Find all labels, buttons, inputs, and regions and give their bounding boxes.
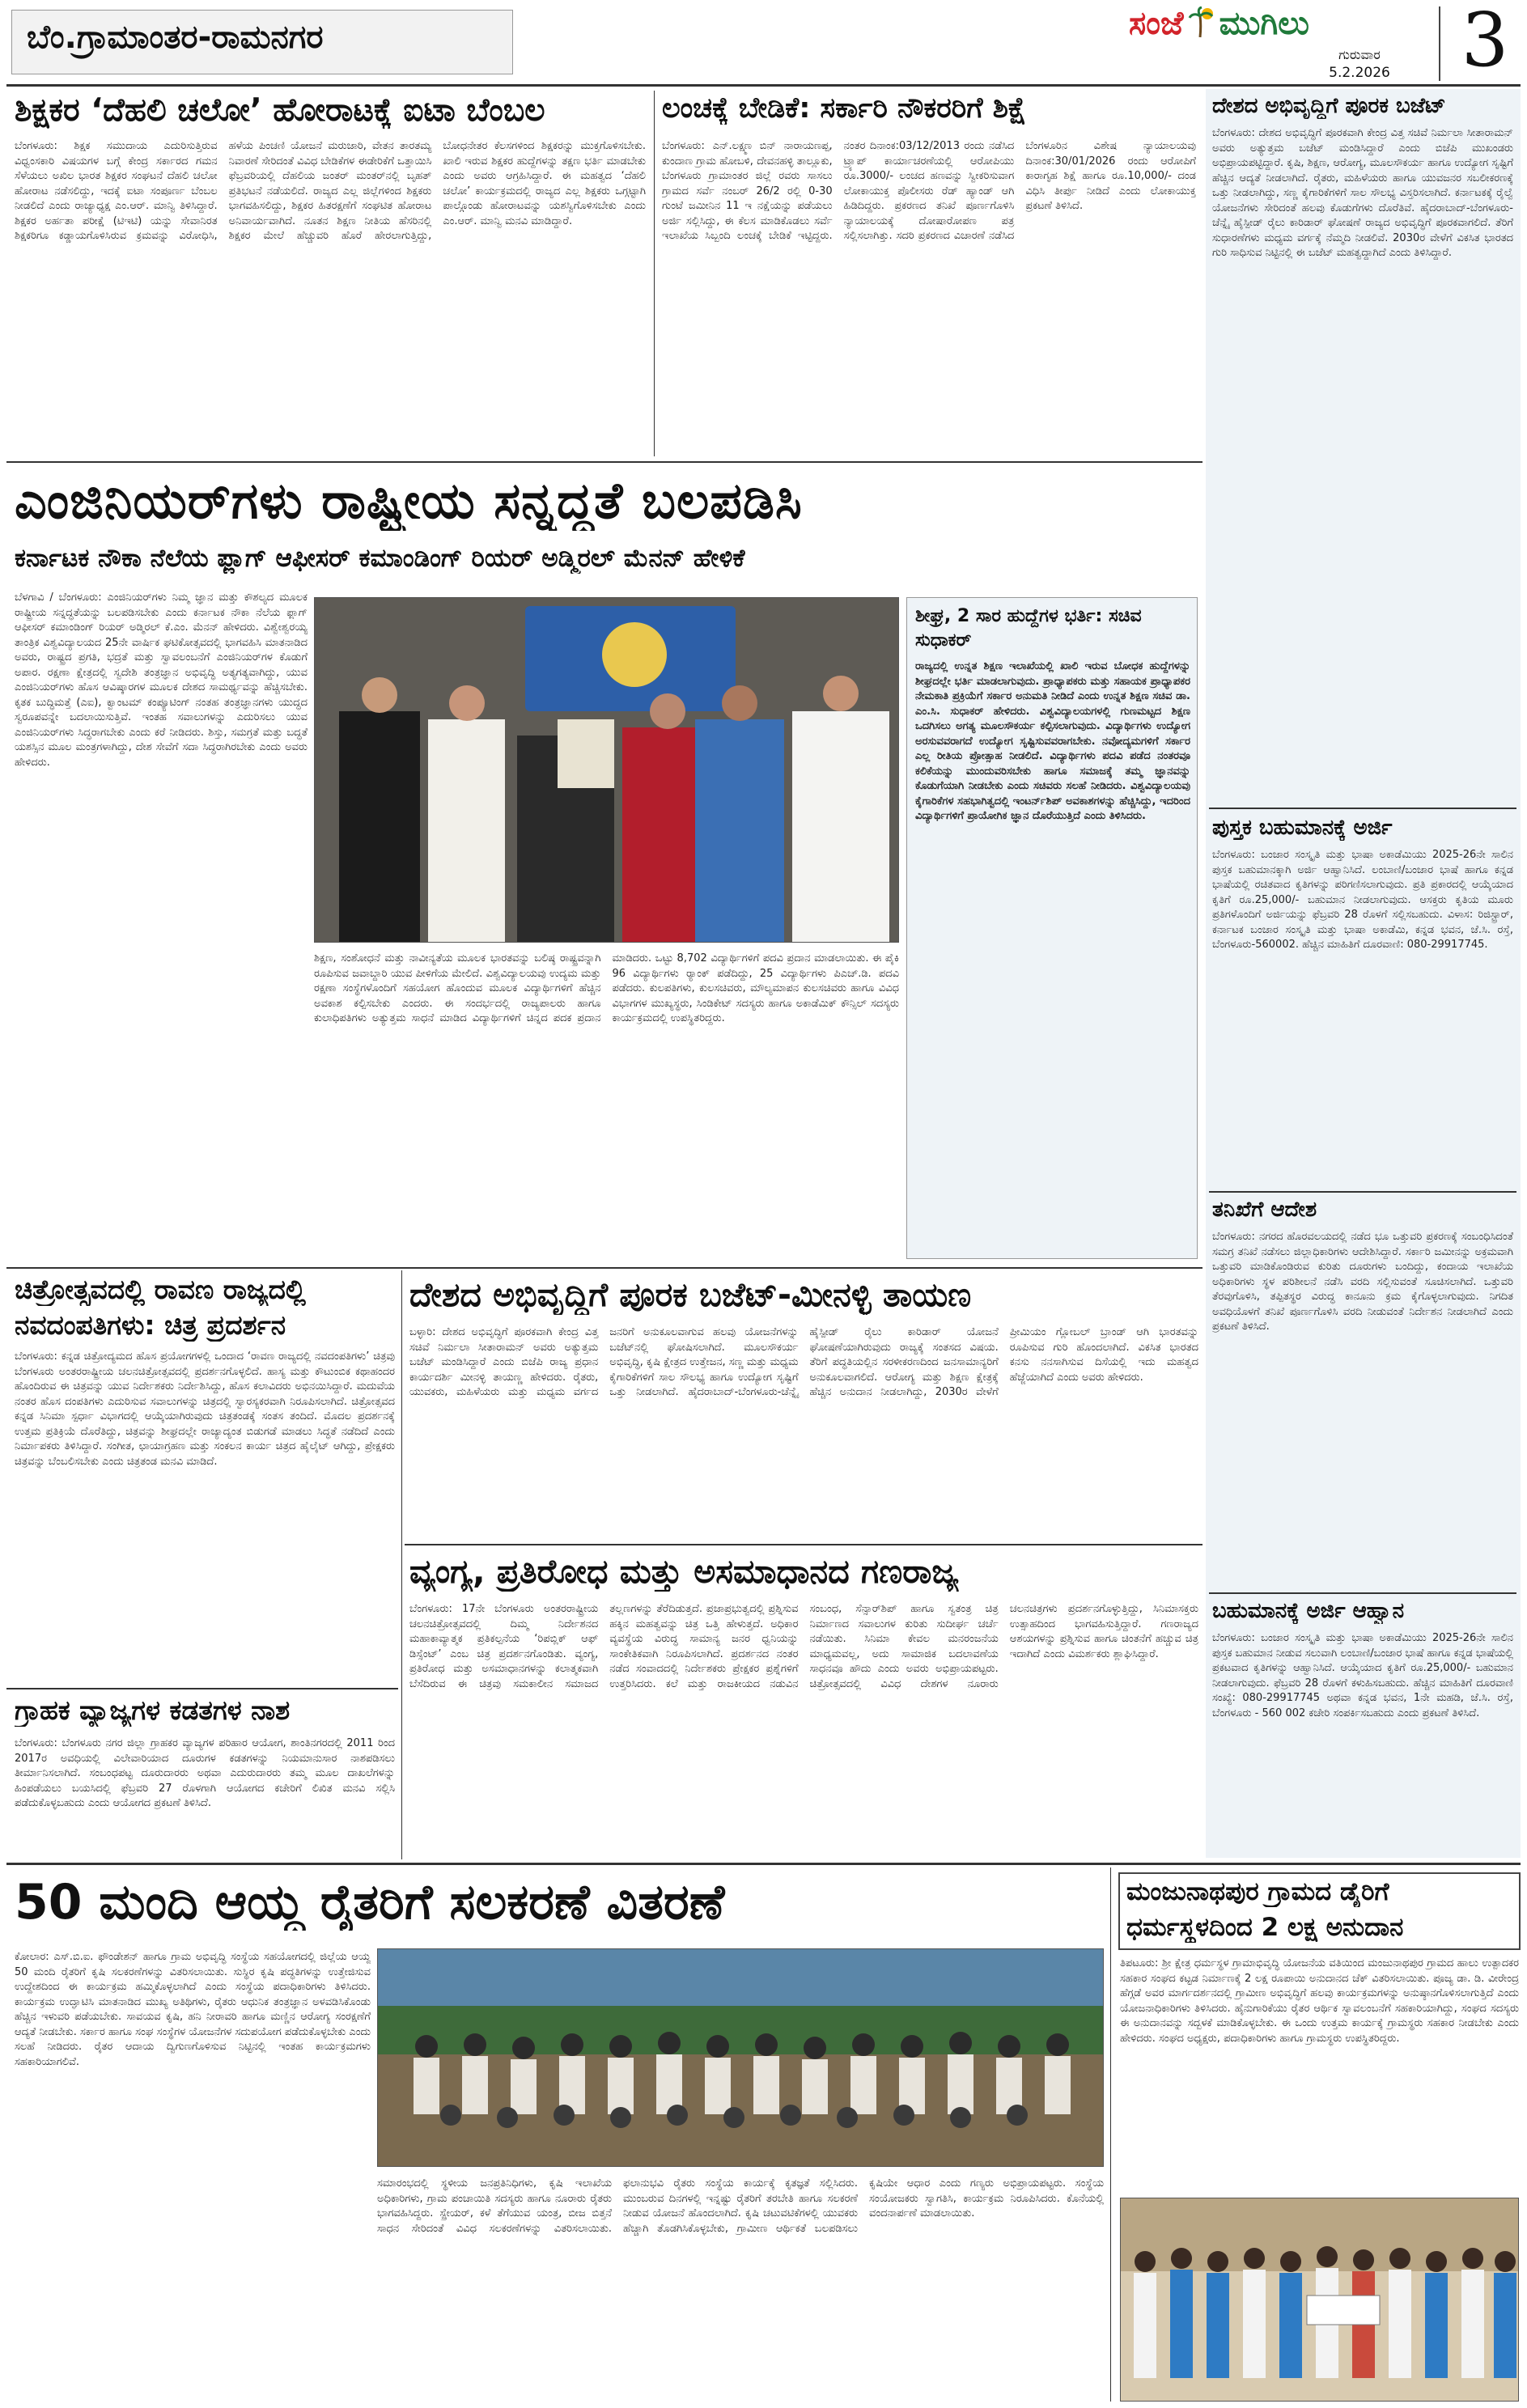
sidebar-rule-1 [1209, 808, 1516, 809]
issue-day: ಗುರುವಾರ [1338, 47, 1381, 62]
headline-dehali: ಶಿಕ್ಷಕರ ‘ದೆಹಲಿ ಚಲೋ’ ಹೋರಾಟಕ್ಕೆ ಐಟಾ ಬೆಂಬಲ [15, 92, 545, 129]
article-budget-main-body: ಬಳ್ಳಾರಿ: ದೇಶದ ಅಭಿವೃದ್ಧಿಗೆ ಪೂರಕವಾಗಿ ಕೇಂದ್ರ ವಿತ್ತ ಸಚಿವೆ ನಿರ್ಮಲಾ ಸೀತಾರಾಮನ್ ಅವರು ಅತ್ಯುತ್ತಮ ಬಜೆಟ್ ಮಂಡಿಸಿದ್ದಾರೆ ಎಂದು ಬಿಜೆಪಿ ರಾಜ್ಯ ಪ್ರಧಾನ ಕಾರ್ಯದರ್ಶಿ ಮೀನಳ್ಳಿ ತಾಯಣ್ಣ ಹೇಳಿದರು. ರೈತರು, ಯುವಕರು, ಮಹಿಳೆಯರು ಮತ್ತು ಮಧ್ಯಮ ವರ್ಗದ ಜನರಿಗೆ ಅನುಕೂಲವಾಗುವ ಹಲವು ಯೋಜನೆಗಳನ್ನು ಬಜೆಟ್‌ನಲ್ಲಿ ಘೋಷಿಸಲಾಗಿದೆ. ಮೂಲಸೌಕರ್ಯ ಅಭಿವೃದ್ಧಿ, ಕೃಷಿ ಕ್ಷೇತ್ರದ ಉತ್ತೇಜನ, ಸಣ್ಣ ಮತ್ತು ಮಧ್ಯಮ ಕೈಗಾರಿಕೆಗಳಿಗೆ ಸಾಲ ಸೌಲಭ್ಯ ಹಾಗೂ ಉದ್ಯೋಗ ಸೃಷ್ಟಿಗೆ ಒತ್ತು ನೀಡಲಾಗಿದೆ. ಹೈದರಾಬಾದ್-ಬೆಂಗಳೂರು-ಚೆನ್ನೈ ಹೈಸ್ಪೀಡ್ ರೈಲು ಕಾರಿಡಾರ್ ಯೋಜನೆ ಘೋಷಣೆಯಾಗಿರುವುದು ರಾಜ್ಯಕ್ಕೆ ಸಂತಸದ ವಿಷಯ. ತೆರಿಗೆ ಪದ್ಧತಿಯಲ್ಲಿನ ಸರಳೀಕರಣದಿಂದ ಜನಸಾಮಾನ್ಯರಿಗೆ ಅನುಕೂಲವಾಗಲಿದೆ. ಆರೋಗ್ಯ ಮತ್ತು ಶಿಕ್ಷಣ ಕ್ಷೇತ್ರಕ್ಕೆ ಹೆಚ್ಚಿನ ಅನುದಾನ ನೀಡಲಾಗಿದ್ದು, 2030ರ ವೇಳೆಗೆ ಪ್ರೀಮಿಯಂ ಗ್ಲೋಬಲ್ ಬ್ರಾಂಡ್ ಆಗಿ ಭಾರತವನ್ನು ರೂಪಿಸುವ ಗುರಿ ಹೊಂದಲಾಗಿದೆ. ವಿಕಸಿತ ಭಾರತದ ಕನಸು ನನಸಾಗಿಸುವ ದಿಸೆಯಲ್ಲಿ ಇದು ಮಹತ್ವದ ಹೆಜ್ಜೆಯಾಗಿದೆ ಎಂದು ಅವರು ಹೇಳಿದರು. [409, 1326, 1198, 1398]
headline-grahaka: ಗ್ರಾಹಕ ವ್ಯಾಜ್ಯಗಳ ಕಡತಗಳ ನಾಶ [15, 1694, 291, 1726]
hrule-top [6, 461, 1203, 463]
convocation-photo [314, 597, 899, 943]
sidebar-s1-title: ದೇಶದ ಅಭಿವೃದ್ಧಿಗೆ ಪೂರಕ ಬಜೆಟ್ [1212, 94, 1446, 118]
subhead-navy: ಕರ್ನಾಟಕ ನೌಕಾ ನೆಲೆಯ ಫ್ಲಾಗ್ ಆಫೀಸರ್ ಕಮಾಂಡಿಂಗ್ ರಿಯರ್ ಅಡ್ಮಿರಲ್ ಮೆನನ್ ಹೇಳಿಕೆ [15, 544, 745, 573]
article-grahaka-body: ಬೆಂಗಳೂರು: ಬೆಂಗಳೂರು ನಗರ ಜಿಲ್ಲಾ ಗ್ರಾಹಕರ ವ್ಯಾಜ್ಯಗಳ ಪರಿಹಾರ ಆಯೋಗ, ಶಾಂತಿನಗರದಲ್ಲಿ 2011 ರಿಂದ 2017ರ ಅವಧಿಯಲ್ಲಿ ವಿಲೇವಾರಿಯಾದ ದೂರುಗಳ ಕಡತಗಳನ್ನು ನಿಯಮಾನುಸಾರ ನಾಶಪಡಿಸಲು ತೀರ್ಮಾನಿಸಲಾಗಿದೆ. ಸಂಬಂಧಪಟ್ಟ ದೂರುದಾರರು ಅಥವಾ ಎದುರುದಾರರು ತಮ್ಮ ಮೂಲ ದಾಖಲೆಗಳನ್ನು ಹಿಂಪಡೆಯಲು ಬಯಸಿದಲ್ಲಿ ಫೆಬ್ರವರಿ 27 ರೊಳಗಾಗಿ ಆಯೋಗದ ಕಚೇರಿಗೆ ಲಿಖಿತ ಮನವಿ ಸಲ್ಲಿಸಿ ಪಡೆದುಕೊಳ್ಳಬಹುದು ಎಂದು ಆಯೋಗದ ಪ್ರಕಟಣೆ ತಿಳಿಸಿದೆ. [15, 1737, 395, 1809]
issue-date: 5.2.2026 [1329, 65, 1390, 81]
convocation-photo-illustration [315, 598, 899, 943]
manjunath-headline-box [1118, 1872, 1521, 1950]
headline-navy: ಎಂಜಿನಿಯರ್‌ಗಳು ರಾಷ್ಟ್ರೀಯ ಸನ್ನದ್ಧತೆ ಬಲಪಡಿಸಿ [15, 471, 803, 530]
sidebar-s2-body: ಬೆಂಗಳೂರು: ಬಂಜಾರ ಸಂಸ್ಕೃತಿ ಮತ್ತು ಭಾಷಾ ಅಕಾಡೆಮಿಯು 2025-26ನೇ ಸಾಲಿನ ಪುಸ್ತಕ ಬಹುಮಾನಕ್ಕಾಗಿ ಅರ್ಜಿ ಆಹ್ವಾನಿಸಿದೆ. ಲಂಬಾಣಿ/ಬಂಜಾರ ಭಾಷೆ ಹಾಗೂ ಕನ್ನಡ ಭಾಷೆಯಲ್ಲಿ ರಚಿತವಾದ ಕೃತಿಗಳನ್ನು ಪರಿಗಣಿಸಲಾಗುವುದು. ಪ್ರತಿ ಪ್ರಕಾರದಲ್ಲಿ ಆಯ್ಕೆಯಾದ ಕೃತಿಗೆ ರೂ.25,000/- ಬಹುಮಾನ ನೀಡಲಾಗುವುದು. ಆಸಕ್ತರು ಕೃತಿಯ ಮೂರು ಪ್ರತಿಗಳೊಂದಿಗೆ ಅರ್ಜಿಯನ್ನು ಫೆಬ್ರವರಿ 28 ರೊಳಗೆ ಸಲ್ಲಿಸಬಹುದು. ವಿಳಾಸ: ರಿಜಿಸ್ಟ್ರಾರ್, ಕರ್ನಾಟಕ ಬಂಜಾರ ಸಂಸ್ಕೃತಿ ಮತ್ತು ಭಾಷಾ ಅಕಾಡೆಮಿ, ಕನ್ನಡ ಭವನ, ಜೆ.ಸಿ. ರಸ್ತೆ, ಬೆಂಗಳೂರು-560002. ಹೆಚ್ಚಿನ ಮಾಹಿತಿಗೆ ದೂರವಾಣಿ: 080-29917745. [1212, 849, 1513, 951]
farmers-photo-illustration [378, 1949, 1104, 2167]
hrule-mid [6, 1267, 1203, 1269]
headline-vyangya: ವ್ಯಂಗ್ಯ, ಪ್ರತಿರೋಧ ಮತ್ತು ಅಸಮಾಧಾನದ ಗಣರಾಜ್ಯ [409, 1552, 959, 1591]
sidebar-rule-3 [1209, 1592, 1516, 1594]
section-label-box [11, 10, 513, 74]
article-lanchakke-body: ಬೆಂಗಳೂರು: ಎನ್.ಲಕ್ಷ್ಮಣ ಬಿನ್ ನಾರಾಯಣಪ್ಪ, ಕುಂದಾಣ ಗ್ರಾಮ ಹೋಬಳಿ, ದೇವನಹಳ್ಳಿ ತಾಲ್ಲೂಕು, ಬೆಂಗಳೂರು ಗ್ರಾಮಾಂತರ ಜಿಲ್ಲೆ ರವರು ಸಾಸಲು ಗ್ರಾಮದ ಸರ್ವೆ ನಂಬರ್ 26/2 ರಲ್ಲಿ 0-30 ಗುಂಟೆ ಜಮೀನಿನ 11 ಇ ನಕ್ಷೆಯನ್ನು ಪಡೆಯಲು ಅರ್ಜಿ ಸಲ್ಲಿಸಿದ್ದು, ಈ ಕೆಲಸ ಮಾಡಿಕೊಡಲು ಸರ್ವೆ ಇಲಾಖೆಯ ಸಿಬ್ಬಂದಿ ಲಂಚಕ್ಕೆ ಬೇಡಿಕೆ ಇಟ್ಟಿದ್ದರು. ನಂತರ ದಿನಾಂಕ:03/12/2013 ರಂದು ನಡೆಸಿದ ಟ್ರ್ಯಾಪ್ ಕಾರ್ಯಾಚರಣೆಯಲ್ಲಿ ಆರೋಪಿಯು ರೂ.3000/- ಲಂಚದ ಹಣವನ್ನು ಸ್ವೀಕರಿಸುವಾಗ ಲೋಕಾಯುಕ್ತ ಪೊಲೀಸರು ರೆಡ್ ಹ್ಯಾಂಡ್ ಆಗಿ ಹಿಡಿದಿದ್ದರು. ಪ್ರಕರಣದ ತನಿಖೆ ಪೂರ್ಣಗೊಳಿಸಿ ನ್ಯಾಯಾಲಯಕ್ಕೆ ದೋಷಾರೋಪಣ ಪತ್ರ ಸಲ್ಲಿಸಲಾಗಿತ್ತು. ಸದರಿ ಪ್ರಕರಣದ ವಿಚಾರಣೆ ನಡೆಸಿದ ಬೆಂಗಳೂರಿನ ವಿಶೇಷ ನ್ಯಾಯಾಲಯವು ದಿನಾಂಕ:30/01/2026 ರಂದು ಆರೋಪಿಗೆ ಕಾರಾಗೃಹ ಶಿಕ್ಷೆ ಹಾಗೂ ರೂ.10,000/- ದಂಡ ವಿಧಿಸಿ ತೀರ್ಪು ನೀಡಿದೆ ಎಂದು ಲೋಕಾಯುಕ್ತ ಪ್ರಕಟಣೆ ತಿಳಿಸಿದೆ. [662, 140, 1196, 242]
page-number: 3 [1461, 0, 1509, 83]
masthead-rule [6, 84, 1521, 87]
article-dehali-body: ಬೆಂಗಳೂರು: ಶಿಕ್ಷಕ ಸಮುದಾಯ ಎದುರಿಸುತ್ತಿರುವ ವಿಧ್ವಂಸಕಾರಿ ವಿಷಯಗಳ ಬಗ್ಗೆ ಕೇಂದ್ರ ಸರ್ಕಾರದ ಗಮನ ಸೆಳೆಯಲು ಅಖಿಲ ಭಾರತ ಶಿಕ್ಷಕರ ಸಂಘಟನೆ ದೆಹಲಿ ಚಲೋ ಹೋರಾಟ ನಡೆಸಲಿದ್ದು, ಇದಕ್ಕೆ ಐಟಾ ಸಂಪೂರ್ಣ ಬೆಂಬಲ ನೀಡಲಿದೆ ಎಂದು ರಾಜ್ಯಾಧ್ಯಕ್ಷ ಎಂ.ಆರ್. ಮಾನ್ವಿ ತಿಳಿಸಿದ್ದಾರೆ. ಶಿಕ್ಷಕರ ಅರ್ಹತಾ ಪರೀಕ್ಷೆ (ಟಿಇಟಿ) ಯನ್ನು ಸೇವಾನಿರತ ಶಿಕ್ಷಕರಿಗೂ ಕಡ್ಡಾಯಗೊಳಿಸಿರುವ ಕ್ರಮವನ್ನು ವಿರೋಧಿಸಿ, ಹಳೆಯ ಪಿಂಚಣಿ ಯೋಜನೆ ಮರುಜಾರಿ, ವೇತನ ತಾರತಮ್ಯ ನಿವಾರಣೆ ಸೇರಿದಂತೆ ವಿವಿಧ ಬೇಡಿಕೆಗಳ ಈಡೇರಿಕೆಗೆ ಒತ್ತಾಯಿಸಿ ಫೆಬ್ರವರಿಯಲ್ಲಿ ದೆಹಲಿಯ ಜಂತರ್ ಮಂತರ್‌ನಲ್ಲಿ ಬೃಹತ್ ಪ್ರತಿಭಟನೆ ನಡೆಯಲಿದೆ. ರಾಜ್ಯದ ಎಲ್ಲ ಜಿಲ್ಲೆಗಳಿಂದ ಶಿಕ್ಷಕರು ಭಾಗವಹಿಸಲಿದ್ದು, ಶಿಕ್ಷಕರ ಹಿತರಕ್ಷಣೆಗೆ ಸಂಘಟಿತ ಹೋರಾಟ ಅನಿವಾರ್ಯವಾಗಿದೆ. ನೂತನ ಶಿಕ್ಷಣ ನೀತಿಯ ಹೆಸರಿನಲ್ಲಿ ಶಿಕ್ಷಕರ ಮೇಲೆ ಹೆಚ್ಚುವರಿ ಹೊರೆ ಹೇರಲಾಗುತ್ತಿದ್ದು, ಬೋಧನೇತರ ಕೆಲಸಗಳಿಂದ ಶಿಕ್ಷಕರನ್ನು ಮುಕ್ತಗೊಳಿಸಬೇಕು. ಖಾಲಿ ಇರುವ ಶಿಕ್ಷಕರ ಹುದ್ದೆಗಳನ್ನು ತಕ್ಷಣ ಭರ್ತಿ ಮಾಡಬೇಕು ಎಂದು ಅವರು ಆಗ್ರಹಿಸಿದ್ದಾರೆ. ಈ ಮಹತ್ವದ ‘ದೆಹಲಿ ಚಲೋ’ ಕಾರ್ಯಕ್ರಮದಲ್ಲಿ ರಾಜ್ಯದ ಎಲ್ಲ ಶಿಕ್ಷಕರು ಒಗ್ಗಟ್ಟಾಗಿ ಪಾಲ್ಗೊಂಡು ಹೋರಾಟವನ್ನು ಯಶಸ್ವಿಗೊಳಿಸಬೇಕು ಎಂದು ಎಂ.ಆರ್. ಮಾನ್ವಿ ಮನವಿ ಮಾಡಿದ್ದಾರೆ. [15, 140, 646, 242]
palm-tree-icon [1188, 6, 1215, 39]
sidebar-s2-title: ಪುಸ್ತಕ ಬಹುಮಾನಕ್ಕೆ ಅರ್ಜಿ [1212, 816, 1393, 840]
dairy-cheque-photo [1120, 2198, 1519, 2402]
headline-budget-main: ದೇಶದ ಅಭಿವೃದ್ಧಿಗೆ ಪೂರಕ ಬಜೆಟ್-ಮೀನಳ್ಳಿ ತಾಯಣ [409, 1275, 972, 1314]
hrule-budget [405, 1544, 1203, 1545]
sudhakar-box-title: ಶೀಘ್ರ, 2 ಸಾರ ಹುದ್ದೆಗಳ ಭರ್ತಿ: ಸಚಿವ ಸುಧಾಕರ್ [915, 606, 1142, 651]
masthead [0, 0, 1527, 85]
hrule-left-lower [6, 1688, 398, 1689]
headline-manjunath-line2: ಧರ್ಮಸ್ಥಳದಿಂದ 2 ಲಕ್ಷ ಅನುದಾನ [1126, 1913, 1404, 1942]
vrule-top-1 [654, 91, 655, 456]
article-raitha-body-left: ಕೋಲಾರ: ಎಸ್.ಬಿ.ಐ. ಫೌಂಡೇಶನ್ ಹಾಗೂ ಗ್ರಾಮ ಅಭಿವೃದ್ಧಿ ಸಂಸ್ಥೆಯ ಸಹಯೋಗದಲ್ಲಿ ಜಿಲ್ಲೆಯ ಆಯ್ದ 50 ಮಂದಿ ರೈತರಿಗೆ ಕೃಷಿ ಸಲಕರಣೆಗಳನ್ನು ವಿತರಿಸಲಾಯಿತು. ಸುಸ್ಥಿರ ಕೃಷಿ ಪದ್ಧತಿಗಳನ್ನು ಉತ್ತೇಜಿಸುವ ಉದ್ದೇಶದಿಂದ ಈ ಕಾರ್ಯಕ್ರಮ ಹಮ್ಮಿಕೊಳ್ಳಲಾಗಿದೆ ಎಂದು ಸಂಸ್ಥೆಯ ಪದಾಧಿಕಾರಿಗಳು ತಿಳಿಸಿದರು. ಕಾರ್ಯಕ್ರಮ ಉದ್ಘಾಟಿಸಿ ಮಾತನಾಡಿದ ಮುಖ್ಯ ಅತಿಥಿಗಳು, ರೈತರು ಆಧುನಿಕ ತಂತ್ರಜ್ಞಾನ ಅಳವಡಿಸಿಕೊಂಡು ಹೆಚ್ಚಿನ ಇಳುವರಿ ಪಡೆಯಬೇಕು. ಸಾವಯವ ಕೃಷಿ, ಹನಿ ನೀರಾವರಿ ಹಾಗೂ ಮಣ್ಣಿನ ಆರೋಗ್ಯ ಸಂರಕ್ಷಣೆಗೆ ಆದ್ಯತೆ ನೀಡಬೇಕು. ಸರ್ಕಾರ ಹಾಗೂ ಸಂಘ ಸಂಸ್ಥೆಗಳ ಯೋಜನೆಗಳ ಸದುಪಯೋಗ ಪಡೆದುಕೊಳ್ಳಬೇಕು ಎಂದು ಸಲಹೆ ನೀಡಿದರು. ರೈತರ ಆದಾಯ ದ್ವಿಗುಣಗೊಳಿಸುವ ನಿಟ್ಟಿನಲ್ಲಿ ಇಂತಹ ಕಾರ್ಯಕ್ರಮಗಳು ಸಹಕಾರಿಯಾಗಲಿವೆ. [15, 1951, 371, 2068]
article-raitha-body-right: ಸಮಾರಂಭದಲ್ಲಿ ಸ್ಥಳೀಯ ಜನಪ್ರತಿನಿಧಿಗಳು, ಕೃಷಿ ಇಲಾಖೆಯ ಅಧಿಕಾರಿಗಳು, ಗ್ರಾಮ ಪಂಚಾಯಿತಿ ಸದಸ್ಯರು ಹಾಗೂ ನೂರಾರು ರೈತರು ಭಾಗವಹಿಸಿದ್ದರು. ಸ್ಪ್ರೇಯರ್, ಕಳೆ ತೆಗೆಯುವ ಯಂತ್ರ, ಬೀಜ ಬಿತ್ತನೆ ಸಾಧನ ಸೇರಿದಂತೆ ವಿವಿಧ ಸಲಕರಣೆಗಳನ್ನು ವಿತರಿಸಲಾಯಿತು. ಫಲಾನುಭವಿ ರೈತರು ಸಂಸ್ಥೆಯ ಕಾರ್ಯಕ್ಕೆ ಕೃತಜ್ಞತೆ ಸಲ್ಲಿಸಿದರು. ಮುಂಬರುವ ದಿನಗಳಲ್ಲಿ ಇನ್ನಷ್ಟು ರೈತರಿಗೆ ತರಬೇತಿ ಹಾಗೂ ಸಲಕರಣೆ ನೀಡುವ ಯೋಜನೆ ಹೊಂದಲಾಗಿದೆ. ಕೃಷಿ ಚಟುವಟಿಕೆಗಳಲ್ಲಿ ಯುವಕರು ಹೆಚ್ಚಾಗಿ ತೊಡಗಿಸಿಕೊಳ್ಳಬೇಕು, ಗ್ರಾಮೀಣ ಆರ್ಥಿಕತೆ ಬಲಪಡಿಸಲು ಕೃಷಿಯೇ ಆಧಾರ ಎಂದು ಗಣ್ಯರು ಅಭಿಪ್ರಾಯಪಟ್ಟರು. ಸಂಸ್ಥೆಯ ಸಂಯೋಜಕರು ಸ್ವಾಗತಿಸಿ, ಕಾರ್ಯಕ್ರಮ ನಿರೂಪಿಸಿದರು. ಕೊನೆಯಲ್ಲಿ ವಂದನಾರ್ಪಣೆ ಮಾಡಲಾಯಿತು. [377, 2177, 1104, 2235]
section-label: ಬೆಂ.ಗ್ರಾಮಾಂತರ-ರಾಮನಗರ [27, 19, 324, 56]
article-navy-body-left: ಬೆಳಗಾವಿ / ಬೆಂಗಳೂರು: ಎಂಜಿನಿಯರ್‌ಗಳು ನಿಮ್ಮ ಜ್ಞಾನ ಮತ್ತು ಕೌಶಲ್ಯದ ಮೂಲಕ ರಾಷ್ಟ್ರೀಯ ಸನ್ನದ್ಧತೆಯನ್ನು ಬಲಪಡಿಸಬೇಕು ಎಂದು ಕರ್ನಾಟಕ ನೌಕಾ ನೆಲೆಯ ಫ್ಲಾಗ್ ಆಫೀಸರ್ ಕಮಾಂಡಿಂಗ್ ರಿಯರ್ ಅಡ್ಮಿರಲ್ ಕೆ.ಎಂ. ಮೆನನ್ ಹೇಳಿದರು. ವಿಶ್ವೇಶ್ವರಯ್ಯ ತಾಂತ್ರಿಕ ವಿಶ್ವವಿದ್ಯಾಲಯದ 25ನೇ ವಾರ್ಷಿಕ ಘಟಿಕೋತ್ಸವದಲ್ಲಿ ಭಾಗವಹಿಸಿ ಮಾತನಾಡಿದ ಅವರು, ರಾಷ್ಟ್ರದ ಪ್ರಗತಿ, ಭದ್ರತೆ ಮತ್ತು ಸ್ವಾವಲಂಬನೆಗೆ ಎಂಜಿನಿಯರ್‌ಗಳ ಕೊಡುಗೆ ಅಪಾರ. ರಕ್ಷಣಾ ಕ್ಷೇತ್ರದಲ್ಲಿ ಸ್ವದೇಶಿ ತಂತ್ರಜ್ಞಾನ ಅಭಿವೃದ್ಧಿ ಅತ್ಯಗತ್ಯವಾಗಿದ್ದು, ಯುವ ಎಂಜಿನಿಯರ್‌ಗಳು ಹೊಸ ಆವಿಷ್ಕಾರಗಳ ಮೂಲಕ ದೇಶದ ಸಾಮರ್ಥ್ಯವನ್ನು ಹೆಚ್ಚಿಸಬೇಕು. ಕೃತಕ ಬುದ್ಧಿಮತ್ತೆ (ಎಐ), ಕ್ವಾಂಟಮ್ ಕಂಪ್ಯೂಟಿಂಗ್ ನಂತಹ ತಂತ್ರಜ್ಞಾನಗಳು ಯುದ್ಧದ ಸ್ವರೂಪವನ್ನೇ ಬದಲಾಯಿಸುತ್ತಿವೆ. ಇಂತಹ ಸವಾಲುಗಳನ್ನು ಎದುರಿಸಲು ಯುವ ಎಂಜಿನಿಯರ್‌ಗಳು ಸಿದ್ಧರಾಗಬೇಕು ಎಂದು ಕರೆ ನೀಡಿದರು. ಶಿಸ್ತು, ಸಮಗ್ರತೆ ಮತ್ತು ಬದ್ಧತೆ ಯಶಸ್ಸಿನ ಮೂಲ ಮಂತ್ರಗಳಾಗಿದ್ದು, ದೇಶ ಸೇವೆಗೆ ಸದಾ ಸಿದ್ಧರಾಗಿರಬೇಕು ಎಂದು ಅವರು ಹೇಳಿದರು. [15, 591, 308, 769]
sidebar-s1-body: ಬೆಂಗಳೂರು: ದೇಶದ ಅಭಿವೃದ್ಧಿಗೆ ಪೂರಕವಾಗಿ ಕೇಂದ್ರ ವಿತ್ತ ಸಚಿವೆ ನಿರ್ಮಲಾ ಸೀತಾರಾಮನ್ ಅವರು ಅತ್ಯುತ್ತಮ ಬಜೆಟ್ ಮಂಡಿಸಿದ್ದಾರೆ ಎಂದು ಬಿಜೆಪಿ ಮುಖಂಡರು ಅಭಿಪ್ರಾಯಪಟ್ಟಿದ್ದಾರೆ. ಕೃಷಿ, ಶಿಕ್ಷಣ, ಆರೋಗ್ಯ, ಮೂಲಸೌಕರ್ಯ ಹಾಗೂ ಉದ್ಯೋಗ ಸೃಷ್ಟಿಗೆ ಹೆಚ್ಚಿನ ಆದ್ಯತೆ ನೀಡಲಾಗಿದೆ. ರೈತರು, ಮಹಿಳೆಯರು ಹಾಗೂ ಯುವಜನರ ಸಬಲೀಕರಣಕ್ಕೆ ಒತ್ತು ನೀಡಲಾಗಿದ್ದು, ಸಣ್ಣ ಕೈಗಾರಿಕೆಗಳಿಗೆ ಸಾಲ ಸೌಲಭ್ಯ ವಿಸ್ತರಿಸಲಾಗಿದೆ. ಕರ್ನಾಟಕಕ್ಕೆ ರೈಲ್ವೆ ಯೋಜನೆಗಳು ಸೇರಿದಂತೆ ಹಲವು ಕೊಡುಗೆಗಳು ದೊರೆತಿವೆ. ಹೈದರಾಬಾದ್-ಬೆಂಗಳೂರು-ಚೆನ್ನೈ ಹೈಸ್ಪೀಡ್ ರೈಲು ಕಾರಿಡಾರ್ ಘೋಷಣೆ ರಾಜ್ಯದ ಅಭಿವೃದ್ಧಿಗೆ ಪೂರಕವಾಗಲಿದೆ. ತೆರಿಗೆ ಸುಧಾರಣೆಗಳು ಮಧ್ಯಮ ವರ್ಗಕ್ಕೆ ನೆಮ್ಮದಿ ನೀಡಲಿವೆ. 2030ರ ವೇಳೆಗೆ ವಿಕಸಿತ ಭಾರತದ ಗುರಿ ಸಾಧಿಸುವ ನಿಟ್ಟಿನಲ್ಲಿ ಈ ಬಜೆಟ್ ಮಹತ್ವದ್ದಾಗಿದೆ ಎಂದು ತಿಳಿಸಿದ್ದಾರೆ. [1212, 127, 1513, 259]
article-manjunath-body: ತಿಪಟೂರು: ಶ್ರೀ ಕ್ಷೇತ್ರ ಧರ್ಮಸ್ಥಳ ಗ್ರಾಮಾಭಿವೃದ್ಧಿ ಯೋಜನೆಯ ವತಿಯಿಂದ ಮಂಜುನಾಥಪುರ ಗ್ರಾಮದ ಹಾಲು ಉತ್ಪಾದಕರ ಸಹಕಾರ ಸಂಘದ ಕಟ್ಟಡ ನಿರ್ಮಾಣಕ್ಕೆ 2 ಲಕ್ಷ ರೂಪಾಯಿ ಅನುದಾನದ ಚೆಕ್ ವಿತರಿಸಲಾಯಿತು. ಪೂಜ್ಯ ಡಾ. ಡಿ. ವೀರೇಂದ್ರ ಹೆಗ್ಗಡೆ ಅವರ ಮಾರ್ಗದರ್ಶನದಲ್ಲಿ ಗ್ರಾಮೀಣ ಅಭಿವೃದ್ಧಿಗೆ ಹಲವು ಕಾರ್ಯಕ್ರಮಗಳನ್ನು ಅನುಷ್ಠಾನಗೊಳಿಸಲಾಗುತ್ತಿದೆ ಎಂದು ಯೋಜನಾಧಿಕಾರಿಗಳು ತಿಳಿಸಿದರು. ಹೈನುಗಾರಿಕೆಯು ರೈತರ ಆರ್ಥಿಕ ಸ್ವಾವಲಂಬನೆಗೆ ಸಹಕಾರಿಯಾಗಿದ್ದು, ಸಂಘದ ಸದಸ್ಯರು ಈ ಅನುದಾನವನ್ನು ಸದ್ಬಳಕೆ ಮಾಡಿಕೊಳ್ಳಬೇಕು. ಈ ಒಂದು ಉತ್ತಮ ಕಾರ್ಯಕ್ಕೆ ಗ್ರಾಮಸ್ಥರು ಸಹಕಾರ ನೀಡಬೇಕು ಎಂದು ಹೇಳಿದರು. ಸಂಘದ ಅಧ್ಯಕ್ಷರು, ಪದಾಧಿಕಾರಿಗಳು ಹಾಗೂ ಗ್ರಾಮಸ್ಥರು ಉಪಸ್ಥಿತರಿದ್ದರು. [1120, 1957, 1519, 2045]
article-vyangya-body: ಬೆಂಗಳೂರು: 17ನೇ ಬೆಂಗಳೂರು ಅಂತರರಾಷ್ಟ್ರೀಯ ಚಲನಚಿತ್ರೋತ್ಸವದಲ್ಲಿ ದಿಮ್ಮ ನಿರ್ದೇಶನದ ಮಹಾಕಾವ್ಯಾತ್ಮಕ ಪ್ರತಿಕಲ್ಪನೆಯ ‘ರಿಪಬ್ಲಿಕ್ ಆಫ್ ಡಿಸ್ಸೆಂಟ್’ ಎಂಬ ಚಿತ್ರ ಪ್ರದರ್ಶನಗೊಂಡಿತು. ವ್ಯಂಗ್ಯ, ಪ್ರತಿರೋಧ ಮತ್ತು ಅಸಮಾಧಾನಗಳನ್ನು ಕಲಾತ್ಮಕವಾಗಿ ಬೆಸೆದಿರುವ ಈ ಚಿತ್ರವು ಸಮಕಾಲೀನ ಸಮಾಜದ ತಲ್ಲಣಗಳನ್ನು ತೆರೆದಿಡುತ್ತದೆ. ಪ್ರಜಾಪ್ರಭುತ್ವದಲ್ಲಿ ಪ್ರಶ್ನಿಸುವ ಹಕ್ಕಿನ ಮಹತ್ವವನ್ನು ಚಿತ್ರ ಒತ್ತಿ ಹೇಳುತ್ತದೆ. ಅಧಿಕಾರ ವ್ಯವಸ್ಥೆಯ ವಿರುದ್ಧ ಸಾಮಾನ್ಯ ಜನರ ಧ್ವನಿಯನ್ನು ಸಾಂಕೇತಿಕವಾಗಿ ನಿರೂಪಿಸಲಾಗಿದೆ. ಪ್ರದರ್ಶನದ ನಂತರ ನಡೆದ ಸಂವಾದದಲ್ಲಿ ನಿರ್ದೇಶಕರು ಪ್ರೇಕ್ಷಕರ ಪ್ರಶ್ನೆಗಳಿಗೆ ಉತ್ತರಿಸಿದರು. ಕಲೆ ಮತ್ತು ರಾಜಕೀಯದ ನಡುವಿನ ಸಂಬಂಧ, ಸೆನ್ಸಾರ್‌ಶಿಪ್ ಹಾಗೂ ಸ್ವತಂತ್ರ ಚಿತ್ರ ನಿರ್ಮಾಣದ ಸವಾಲುಗಳ ಕುರಿತು ಸುದೀರ್ಘ ಚರ್ಚೆ ನಡೆಯಿತು. ಸಿನಿಮಾ ಕೇವಲ ಮನರಂಜನೆಯ ಮಾಧ್ಯಮವಲ್ಲ, ಅದು ಸಾಮಾಜಿಕ ಬದಲಾವಣೆಯ ಸಾಧನವೂ ಹೌದು ಎಂದು ಅವರು ಅಭಿಪ್ರಾಯಪಟ್ಟರು. ಚಿತ್ರೋತ್ಸವದಲ್ಲಿ ವಿವಿಧ ದೇಶಗಳ ನೂರಾರು ಚಲನಚಿತ್ರಗಳು ಪ್ರದರ್ಶನಗೊಳ್ಳುತ್ತಿದ್ದು, ಸಿನಿಮಾಸಕ್ತರು ಉತ್ಸಾಹದಿಂದ ಭಾಗವಹಿಸುತ್ತಿದ್ದಾರೆ. ಗಣರಾಜ್ಯದ ಆಶಯಗಳನ್ನು ಪ್ರಶ್ನಿಸುವ ಹಾಗೂ ಚಿಂತನೆಗೆ ಹಚ್ಚುವ ಚಿತ್ರ ಇದಾಗಿದೆ ಎಂದು ವಿಮರ್ಶಕರು ಶ್ಲಾಘಿಸಿದ್ದಾರೆ. [409, 1603, 1198, 1690]
headline-manjunath-line1: ಮಂಜುನಾಥಪುರ ಗ್ರಾಮದ ಡೈರಿಗೆ [1126, 1877, 1389, 1906]
article-navy-body-mid: ಶಿಕ್ಷಣ, ಸಂಶೋಧನೆ ಮತ್ತು ನಾವೀನ್ಯತೆಯ ಮೂಲಕ ಭಾರತವನ್ನು ಬಲಿಷ್ಠ ರಾಷ್ಟ್ರವನ್ನಾಗಿ ರೂಪಿಸುವ ಜವಾಬ್ದಾರಿ ಯುವ ಪೀಳಿಗೆಯ ಮೇಲಿದೆ. ವಿಶ್ವವಿದ್ಯಾಲಯವು ಉದ್ಯಮ ಮತ್ತು ರಕ್ಷಣಾ ಸಂಸ್ಥೆಗಳೊಂದಿಗೆ ಸಹಯೋಗ ಹೊಂದುವ ಮೂಲಕ ವಿದ್ಯಾರ್ಥಿಗಳಿಗೆ ಹೆಚ್ಚಿನ ಅವಕಾಶ ಕಲ್ಪಿಸಬೇಕು ಎಂದರು. ಈ ಸಂದರ್ಭದಲ್ಲಿ ರಾಜ್ಯಪಾಲರು ಹಾಗೂ ಕುಲಾಧಿಪತಿಗಳು ಅತ್ಯುತ್ತಮ ಸಾಧನೆ ಮಾಡಿದ ವಿದ್ಯಾರ್ಥಿಗಳಿಗೆ ಚಿನ್ನದ ಪದಕ ಪ್ರದಾನ ಮಾಡಿದರು. ಒಟ್ಟು 8,702 ವಿದ್ಯಾರ್ಥಿಗಳಿಗೆ ಪದವಿ ಪ್ರದಾನ ಮಾಡಲಾಯಿತು. ಈ ಪೈಕಿ 96 ವಿದ್ಯಾರ್ಥಿಗಳು ರ್‍ಯಾಂಕ್ ಪಡೆದಿದ್ದು, 25 ವಿದ್ಯಾರ್ಥಿಗಳು ಪಿಎಚ್.ಡಿ. ಪದವಿ ಪಡೆದರು. ಕುಲಪತಿಗಳು, ಕುಲಸಚಿವರು, ಮೌಲ್ಯಮಾಪನ ಕುಲಸಚಿವರು ಹಾಗೂ ವಿವಿಧ ವಿಭಾಗಗಳ ಮುಖ್ಯಸ್ಥರು, ಸಿಂಡಿಕೇಟ್ ಸದಸ್ಯರು ಹಾಗೂ ಅಕಾಡೆಮಿಕ್ ಕೌನ್ಸಿಲ್ ಸದಸ್ಯರು ಕಾರ್ಯಕ್ರಮದಲ್ಲಿ ಉಪಸ್ಥಿತರಿದ್ದರು. [314, 952, 899, 1024]
sudhakar-box [906, 597, 1198, 1259]
paper-name-part-a: ಸಂಜೆ [1129, 5, 1184, 42]
sidebar-s3-title: ತನಿಖೆಗೆ ಆದೇಶ [1212, 1198, 1317, 1222]
sidebar-s3-body: ಬೆಂಗಳೂರು: ನಗರದ ಹೊರವಲಯದಲ್ಲಿ ನಡೆದ ಭೂ ಒತ್ತುವರಿ ಪ್ರಕರಣಕ್ಕೆ ಸಂಬಂಧಿಸಿದಂತೆ ಸಮಗ್ರ ತನಿಖೆ ನಡೆಸಲು ಜಿಲ್ಲಾಧಿಕಾರಿಗಳು ಆದೇಶಿಸಿದ್ದಾರೆ. ಸರ್ಕಾರಿ ಜಮೀನನ್ನು ಅಕ್ರಮವಾಗಿ ಒತ್ತುವರಿ ಮಾಡಿಕೊಂಡಿರುವ ಕುರಿತು ದೂರುಗಳು ಬಂದಿದ್ದು, ಕಂದಾಯ ಇಲಾಖೆಯ ಅಧಿಕಾರಿಗಳು ಸ್ಥಳ ಪರಿಶೀಲನೆ ನಡೆಸಿ ವರದಿ ಸಲ್ಲಿಸುವಂತೆ ಸೂಚಿಸಲಾಗಿದೆ. ಒತ್ತುವರಿ ತೆರವುಗೊಳಿಸಿ, ತಪ್ಪಿತಸ್ಥರ ವಿರುದ್ಧ ಕಾನೂನು ಕ್ರಮ ಕೈಗೊಳ್ಳಲಾಗುವುದು. ನಿಗದಿತ ಅವಧಿಯೊಳಗೆ ತನಿಖೆ ಪೂರ್ಣಗೊಳಿಸಿ ವರದಿ ನೀಡುವಂತೆ ನಿರ್ದೇಶನ ನೀಡಲಾಗಿದೆ ಎಂದು ಪ್ರಕಟಣೆ ತಿಳಿಸಿದೆ. [1212, 1231, 1513, 1333]
article-ravana-body: ಬೆಂಗಳೂರು: ಕನ್ನಡ ಚಿತ್ರೋದ್ಯಮದ ಹೊಸ ಪ್ರಯೋಗಗಳಲ್ಲಿ ಒಂದಾದ ‘ರಾವಣ ರಾಜ್ಯದಲ್ಲಿ ನವದಂಪತಿಗಳು’ ಚಿತ್ರವು ಬೆಂಗಳೂರು ಅಂತರರಾಷ್ಟ್ರೀಯ ಚಲನಚಿತ್ರೋತ್ಸವದಲ್ಲಿ ಪ್ರದರ್ಶನಗೊಳ್ಳಲಿದೆ. ಹಾಸ್ಯ ಮತ್ತು ಕೌಟುಂಬಿಕ ಕಥಾಹಂದರ ಹೊಂದಿರುವ ಈ ಚಿತ್ರವನ್ನು ಯುವ ನಿರ್ದೇಶಕರು ನಿರ್ದೇಶಿಸಿದ್ದು, ಹೊಸ ಕಲಾವಿದರು ಅಭಿನಯಿಸಿದ್ದಾರೆ. ಮದುವೆಯ ನಂತರ ಹೊಸ ದಂಪತಿಗಳು ಎದುರಿಸುವ ಸವಾಲುಗಳನ್ನು ಚಿತ್ರದಲ್ಲಿ ಸ್ವಾರಸ್ಯಕರವಾಗಿ ನಿರೂಪಿಸಲಾಗಿದೆ. ಚಿತ್ರೋತ್ಸವದ ಕನ್ನಡ ಸಿನಿಮಾ ಸ್ಪರ್ಧಾ ವಿಭಾಗದಲ್ಲಿ ಆಯ್ಕೆಯಾಗಿರುವುದು ಚಿತ್ರತಂಡಕ್ಕೆ ಸಂತಸ ತಂದಿದೆ. ಮೊದಲ ಪ್ರದರ್ಶನಕ್ಕೆ ಉತ್ತಮ ಪ್ರತಿಕ್ರಿಯೆ ದೊರೆತಿದ್ದು, ಚಿತ್ರವನ್ನು ಶೀಘ್ರದಲ್ಲೇ ರಾಜ್ಯಾದ್ಯಂತ ಬಿಡುಗಡೆ ಮಾಡಲು ಸಿದ್ಧತೆ ನಡೆದಿದೆ ಎಂದು ನಿರ್ಮಾಪಕರು ತಿಳಿಸಿದ್ದಾರೆ. ಸಂಗೀತ, ಛಾಯಾಗ್ರಹಣ ಮತ್ತು ಸಂಕಲನ ಕಾರ್ಯ ಚಿತ್ರದ ಹೈಲೈಟ್ ಆಗಿದ್ದು, ಪ್ರೇಕ್ಷಕರು ಚಿತ್ರವನ್ನು ಬೆಂಬಲಿಸಬೇಕು ಎಂದು ಚಿತ್ರತಂಡ ಮನವಿ ಮಾಡಿದೆ. [15, 1350, 395, 1468]
farmers-photo [377, 1948, 1104, 2167]
headline-ravana-line2: ನವದಂಪತಿಗಳು: ಚಿತ್ರ ಪ್ರದರ್ಶನ [15, 1309, 286, 1341]
sidebar [1206, 89, 1521, 1858]
hrule-bottom-section [6, 1863, 1521, 1865]
headline-lanchakke: ಲಂಚಕ್ಕೆ ಬೇಡಿಕೆ: ಸರ್ಕಾರಿ ನೌಕರರಿಗೆ ಶಿಕ್ಷೆ [662, 92, 1027, 125]
headline-raitha: 50 ಮಂದಿ ಆಯ್ದ ರೈತರಿಗೆ ಸಲಕರಣೆ ವಿತರಣೆ [15, 1874, 725, 1931]
sidebar-s4-title: ಬಹುಮಾನಕ್ಕೆ ಅರ್ಜಿ ಆಹ್ವಾನ [1212, 1599, 1405, 1623]
dairy-cheque-photo-illustration [1121, 2198, 1519, 2402]
paper-logo [1129, 5, 1436, 53]
vrule-bottom [1110, 1867, 1111, 2402]
sidebar-rule-2 [1209, 1191, 1516, 1193]
sidebar-s4-body: ಬೆಂಗಳೂರು: ಬಂಜಾರ ಸಂಸ್ಕೃತಿ ಮತ್ತು ಭಾಷಾ ಅಕಾಡೆಮಿಯು 2025-26ನೇ ಸಾಲಿನ ಪುಸ್ತಕ ಬಹುಮಾನ ನೀಡುವ ಸಲುವಾಗಿ ಲಂಬಾಣಿ/ಬಂಜಾರ ಭಾಷೆ ಹಾಗೂ ಕನ್ನಡ ಭಾಷೆಯಲ್ಲಿ ಪ್ರಕಟವಾದ ಕೃತಿಗಳನ್ನು ಆಹ್ವಾನಿಸಿದೆ. ಆಯ್ಕೆಯಾದ ಕೃತಿಗೆ ರೂ.25,000/- ಬಹುಮಾನ ನೀಡಲಾಗುವುದು. ಫೆಬ್ರವರಿ 28 ರೊಳಗೆ ಕಳುಹಿಸಬಹುದು. ಹೆಚ್ಚಿನ ಮಾಹಿತಿಗೆ ದೂರವಾಣಿ ಸಂಖ್ಯೆ: 080-29917745 ಅಥವಾ ಕನ್ನಡ ಭವನ, 1ನೇ ಮಹಡಿ, ಜೆ.ಸಿ. ರಸ್ತೆ, ಬೆಂಗಳೂರು - 560 002 ಕಚೇರಿ ಸಂಪರ್ಕಿಸಬಹುದು ಎಂದು ಪ್ರಕಟಣೆ ತಿಳಿಸಿದೆ. [1212, 1632, 1513, 1719]
paper-name-part-b: ಮುಗಿಲು [1219, 5, 1309, 42]
vrule-mid-left [401, 1270, 402, 1859]
sudhakar-box-body: ರಾಜ್ಯದಲ್ಲಿ ಉನ್ನತ ಶಿಕ್ಷಣ ಇಲಾಖೆಯಲ್ಲಿ ಖಾಲಿ ಇರುವ ಬೋಧಕ ಹುದ್ದೆಗಳನ್ನು ಶೀಘ್ರದಲ್ಲೇ ಭರ್ತಿ ಮಾಡಲಾಗುವುದು. ಪ್ರಾಧ್ಯಾಪಕರು ಮತ್ತು ಸಹಾಯಕ ಪ್ರಾಧ್ಯಾಪಕರ ನೇಮಕಾತಿ ಪ್ರಕ್ರಿಯೆಗೆ ಸರ್ಕಾರ ಅನುಮತಿ ನೀಡಿದೆ ಎಂದು ಉನ್ನತ ಶಿಕ್ಷಣ ಸಚಿವ ಡಾ. ಎಂ.ಸಿ. ಸುಧಾಕರ್ ಹೇಳಿದರು. ವಿಶ್ವವಿದ್ಯಾಲಯಗಳಲ್ಲಿ ಗುಣಮಟ್ಟದ ಶಿಕ್ಷಣ ಒದಗಿಸಲು ಅಗತ್ಯ ಮೂಲಸೌಕರ್ಯ ಕಲ್ಪಿಸಲಾಗುವುದು. ವಿದ್ಯಾರ್ಥಿಗಳು ಉದ್ಯೋಗ ಅರಸುವವರಾಗದೆ ಉದ್ಯೋಗ ಸೃಷ್ಟಿಸುವವರಾಗಬೇಕು. ನವೋದ್ಯಮಗಳಿಗೆ ಸರ್ಕಾರ ಎಲ್ಲ ರೀತಿಯ ಪ್ರೋತ್ಸಾಹ ನೀಡಲಿದೆ. ವಿದ್ಯಾರ್ಥಿಗಳು ಪದವಿ ಪಡೆದ ನಂತರವೂ ಕಲಿಕೆಯನ್ನು ಮುಂದುವರಿಸಬೇಕು ಹಾಗೂ ಸಮಾಜಕ್ಕೆ ತಮ್ಮ ಜ್ಞಾನವನ್ನು ಕೊಡುಗೆಯಾಗಿ ನೀಡಬೇಕು ಎಂದು ಸಚಿವರು ಸಲಹೆ ನೀಡಿದರು. ವಿಶ್ವವಿದ್ಯಾಲಯವು ಕೈಗಾರಿಕೆಗಳ ಸಹಭಾಗಿತ್ವದಲ್ಲಿ ಇಂಟರ್ನ್‌ಶಿಪ್ ಅವಕಾಶಗಳನ್ನು ಹೆಚ್ಚಿಸಿದ್ದು, ಇದರಿಂದ ವಿದ್ಯಾರ್ಥಿಗಳಿಗೆ ಪ್ರಾಯೋಗಿಕ ಜ್ಞಾನ ದೊರೆಯುತ್ತಿದೆ ಎಂದು ತಿಳಿಸಿದರು. [915, 660, 1190, 822]
headline-ravana-line1: ಚಿತ್ರೋತ್ಸವದಲ್ಲಿ ರಾವಣ ರಾಜ್ಯದಲ್ಲಿ [15, 1274, 306, 1305]
page-number-divider [1439, 6, 1440, 81]
